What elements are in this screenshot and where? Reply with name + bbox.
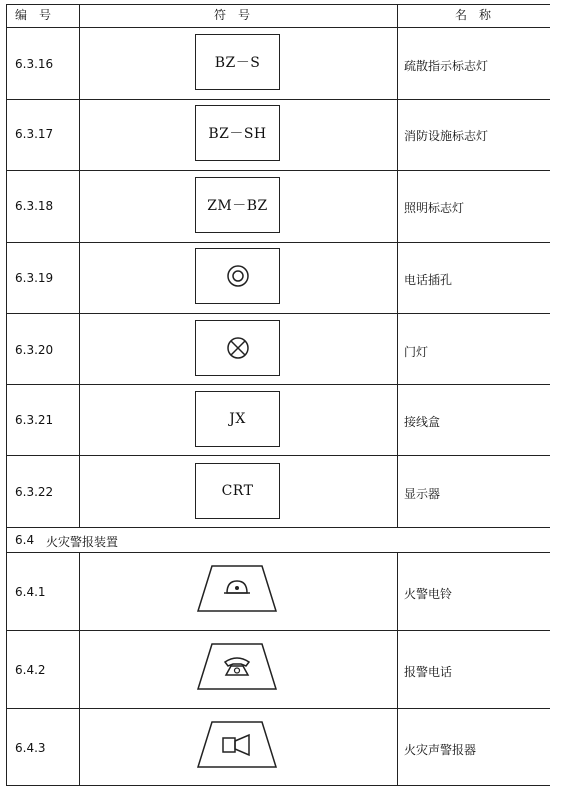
symbol-text: BZ－S bbox=[214, 55, 261, 71]
row-divider bbox=[6, 384, 550, 385]
symbol-box bbox=[195, 177, 280, 233]
symbol-text: JX bbox=[229, 411, 246, 427]
row-name: 接线盒 bbox=[404, 415, 441, 429]
table-top-border bbox=[6, 4, 550, 5]
symbol-text: CRT bbox=[221, 483, 254, 499]
row-divider bbox=[6, 455, 550, 456]
row-code: 6.3.19 bbox=[15, 271, 54, 285]
section-code: 6.4 bbox=[15, 533, 35, 547]
col-divider-code bbox=[79, 552, 80, 785]
speaker-in-trapezoid-icon bbox=[196, 720, 278, 770]
row-name: 火警电铃 bbox=[404, 587, 453, 601]
row-divider bbox=[6, 170, 550, 171]
symbol-text: BZ－SH bbox=[208, 126, 267, 142]
row-code: 6.4.1 bbox=[15, 585, 46, 599]
table-left-border bbox=[6, 4, 7, 785]
concentric-circles-icon bbox=[226, 264, 250, 288]
row-divider bbox=[6, 708, 550, 709]
row-name: 疏散指示标志灯 bbox=[404, 59, 489, 73]
row-name: 火灾声警报器 bbox=[404, 743, 477, 757]
row-name: 电话插孔 bbox=[404, 273, 453, 287]
row-name: 门灯 bbox=[404, 345, 429, 359]
row-divider bbox=[6, 630, 550, 631]
row-code: 6.3.20 bbox=[15, 343, 54, 357]
row-code: 6.3.22 bbox=[15, 485, 54, 499]
circled-cross-icon bbox=[226, 336, 250, 360]
row-divider bbox=[6, 527, 550, 528]
symbol-box bbox=[195, 320, 280, 376]
section-title: 火灾警报装置 bbox=[46, 535, 119, 549]
symbol-box bbox=[195, 463, 280, 519]
row-code: 6.3.16 bbox=[15, 57, 54, 71]
header-symbol: 符 号 bbox=[214, 8, 251, 22]
row-divider bbox=[6, 313, 550, 314]
symbol-box bbox=[195, 105, 280, 161]
row-name: 照明标志灯 bbox=[404, 201, 465, 215]
row-code: 6.3.17 bbox=[15, 127, 54, 141]
bell-in-trapezoid-icon bbox=[196, 564, 278, 614]
header-divider bbox=[6, 27, 550, 28]
row-name: 消防设施标志灯 bbox=[404, 129, 489, 143]
header-code: 编 号 bbox=[15, 8, 52, 22]
row-name: 报警电话 bbox=[404, 665, 453, 679]
col-divider-name bbox=[397, 552, 398, 785]
row-divider bbox=[6, 242, 550, 243]
section-divider bbox=[6, 552, 550, 553]
header-name: 名 称 bbox=[455, 8, 492, 22]
row-code: 6.4.3 bbox=[15, 741, 46, 755]
table-bottom-border bbox=[6, 785, 550, 786]
row-code: 6.4.2 bbox=[15, 663, 46, 677]
symbol-box bbox=[195, 248, 280, 304]
col-divider-name bbox=[397, 4, 398, 527]
telephone-in-trapezoid-icon bbox=[196, 642, 278, 692]
row-divider bbox=[6, 99, 550, 100]
symbol-text: ZM－BZ bbox=[207, 198, 268, 214]
row-code: 6.3.18 bbox=[15, 199, 54, 213]
symbol-box bbox=[195, 34, 280, 90]
row-name: 显示器 bbox=[404, 487, 441, 501]
symbol-box bbox=[195, 391, 280, 447]
col-divider-code bbox=[79, 4, 80, 527]
row-code: 6.3.21 bbox=[15, 413, 54, 427]
